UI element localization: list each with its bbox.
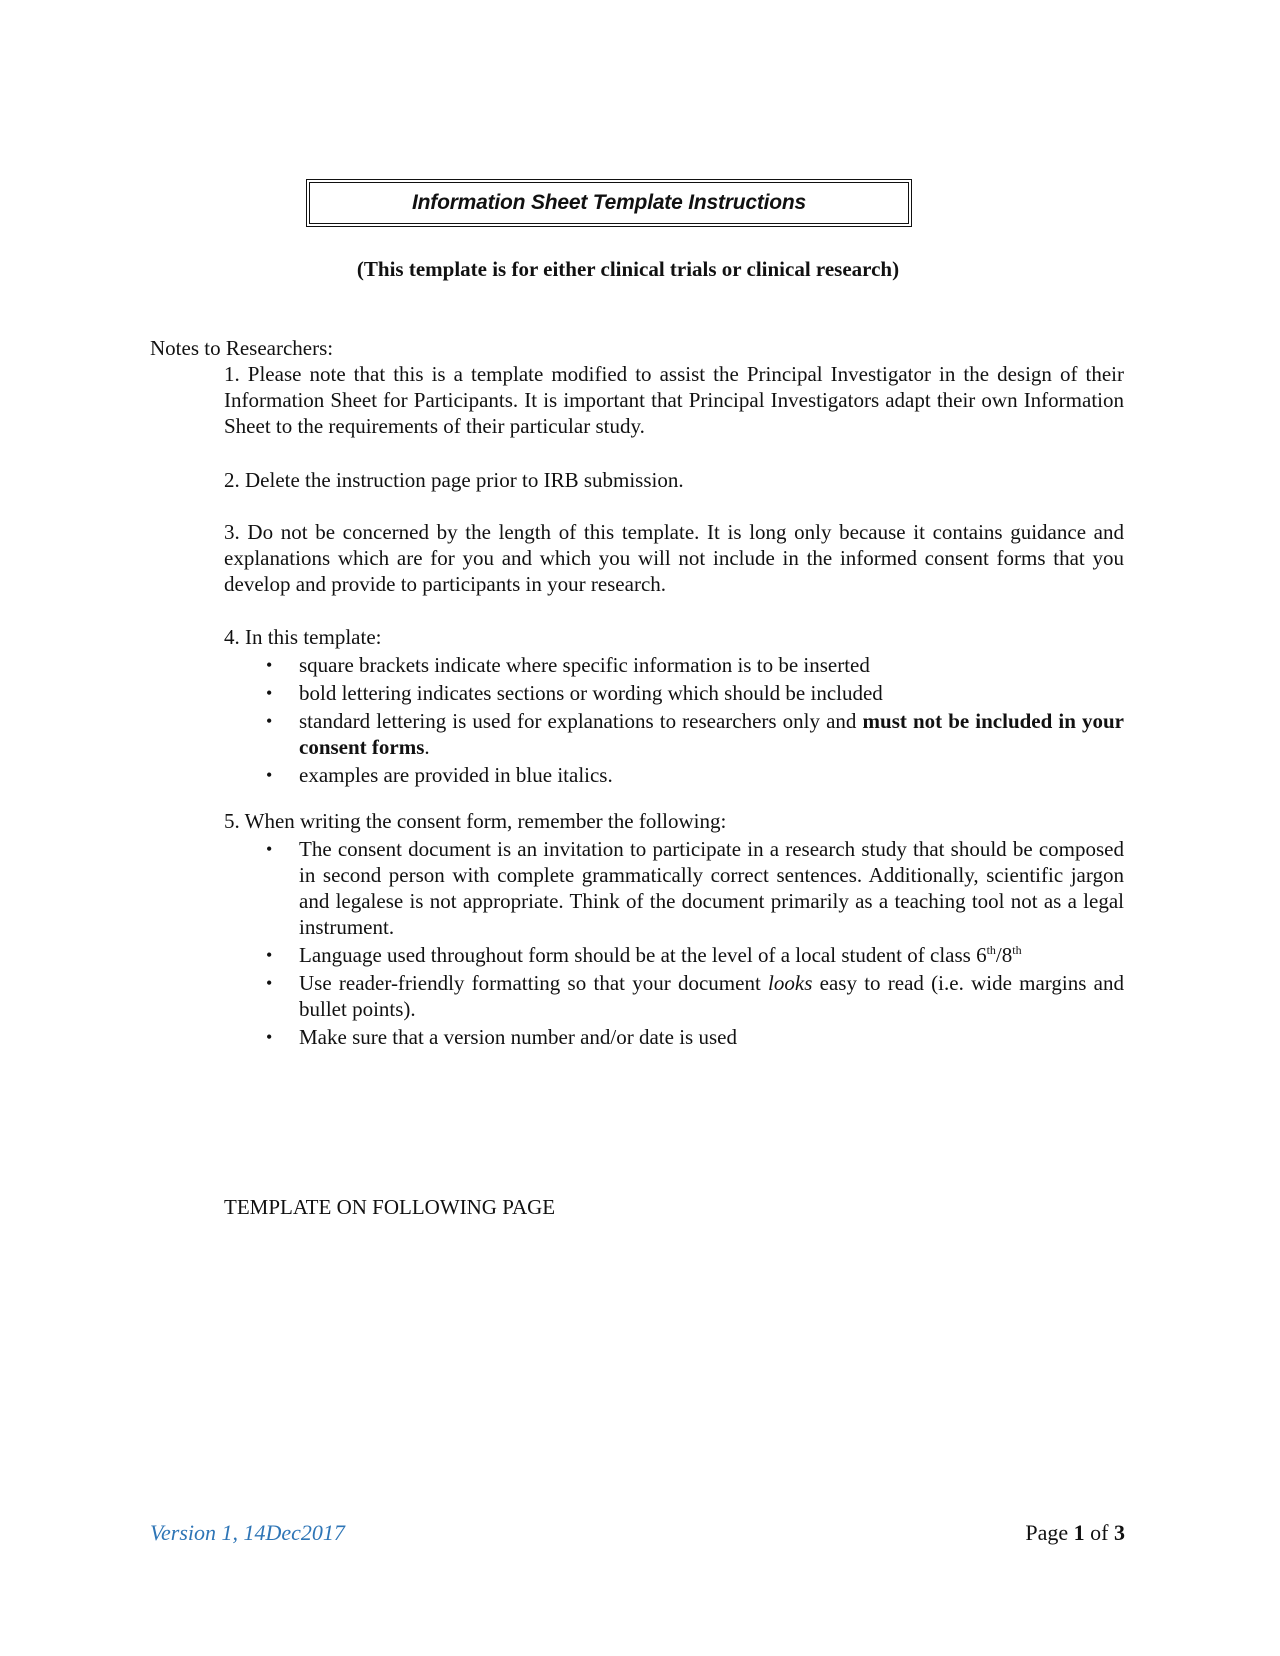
list-item: • square brackets indicate where specific information is to be inserted [266, 653, 870, 677]
list-item: • Language used throughout form should be at the level of a local student of class 6th/8th [266, 943, 1022, 967]
bullet-icon: • [266, 1027, 273, 1047]
emphasis-text: must not be included in your consent forms [299, 709, 1124, 759]
bullet-icon: • [266, 945, 273, 965]
footer-version: Version 1, 14Dec2017 [150, 1520, 345, 1545]
bullet-list-4 [224, 652, 1124, 788]
bullet-icon: • [266, 683, 273, 703]
bullet-icon: • [266, 839, 273, 859]
emphasis-text: looks [768, 971, 813, 995]
total-pages: 3 [1114, 1520, 1125, 1545]
note-item-5-heading: 5. When writing the consent form, remember the following: [224, 809, 727, 833]
current-page: 1 [1073, 1520, 1085, 1545]
bullet-icon: • [266, 973, 273, 993]
note-item-2: 2. Delete the instruction page prior to IRB submission. [224, 468, 684, 492]
template-note: TEMPLATE ON FOLLOWING PAGE [224, 1195, 556, 1219]
list-item: • The consent document is an invitation to participate in a research study that should be composed in second person with complete grammatically correct sentences. Additionally, scientific jargon and legalese is not appropriate. Think of the document primarily as a teaching tool not as a legal instrument. [266, 837, 1124, 939]
note-item-4 [224, 624, 1124, 788]
note-item-3: 3. Do not be concerned by the length of this template. It is long only because it contains guidance and explanations which are for you and which you will not include in the informed consent forms that you develop and provide to participants in your research. [224, 520, 1124, 596]
note-item-5 [224, 808, 1124, 1050]
bullet-list-5 [224, 836, 1124, 1050]
bullet-icon: • [266, 765, 273, 785]
subtitle: (This template is for either clinical trials or clinical research) [356, 257, 900, 281]
note-item-1: 1. Please note that this is a template modified to assist the Principal Investigator in the design of their Information Sheet for Participants. It is important that Principal Investigators adapt their own Information Sheet to the requirements of their particular study. [224, 362, 1124, 438]
list-item: • examples are provided in blue italics. [266, 763, 613, 787]
page-title: Information Sheet Template Instructions [412, 191, 806, 214]
bullet-icon: • [266, 711, 273, 731]
bullet-icon: • [266, 655, 273, 675]
list-item: • standard lettering is used for explanations to researchers only and must not be included in your consent forms. [266, 709, 1124, 759]
footer-page-number: Page 1 of 3 [1025, 1520, 1125, 1545]
title-box [306, 179, 912, 227]
list-item: • Use reader-friendly formatting so that your document looks easy to read (i.e. wide margins and bullet points). [266, 971, 1124, 1021]
notes-heading: Notes to Researchers: [150, 336, 334, 360]
note-item-4-heading: 4. In this template: [224, 625, 382, 649]
list-item: • bold lettering indicates sections or wording which should be included [266, 681, 883, 705]
list-item: • Make sure that a version number and/or date is used [266, 1025, 737, 1049]
